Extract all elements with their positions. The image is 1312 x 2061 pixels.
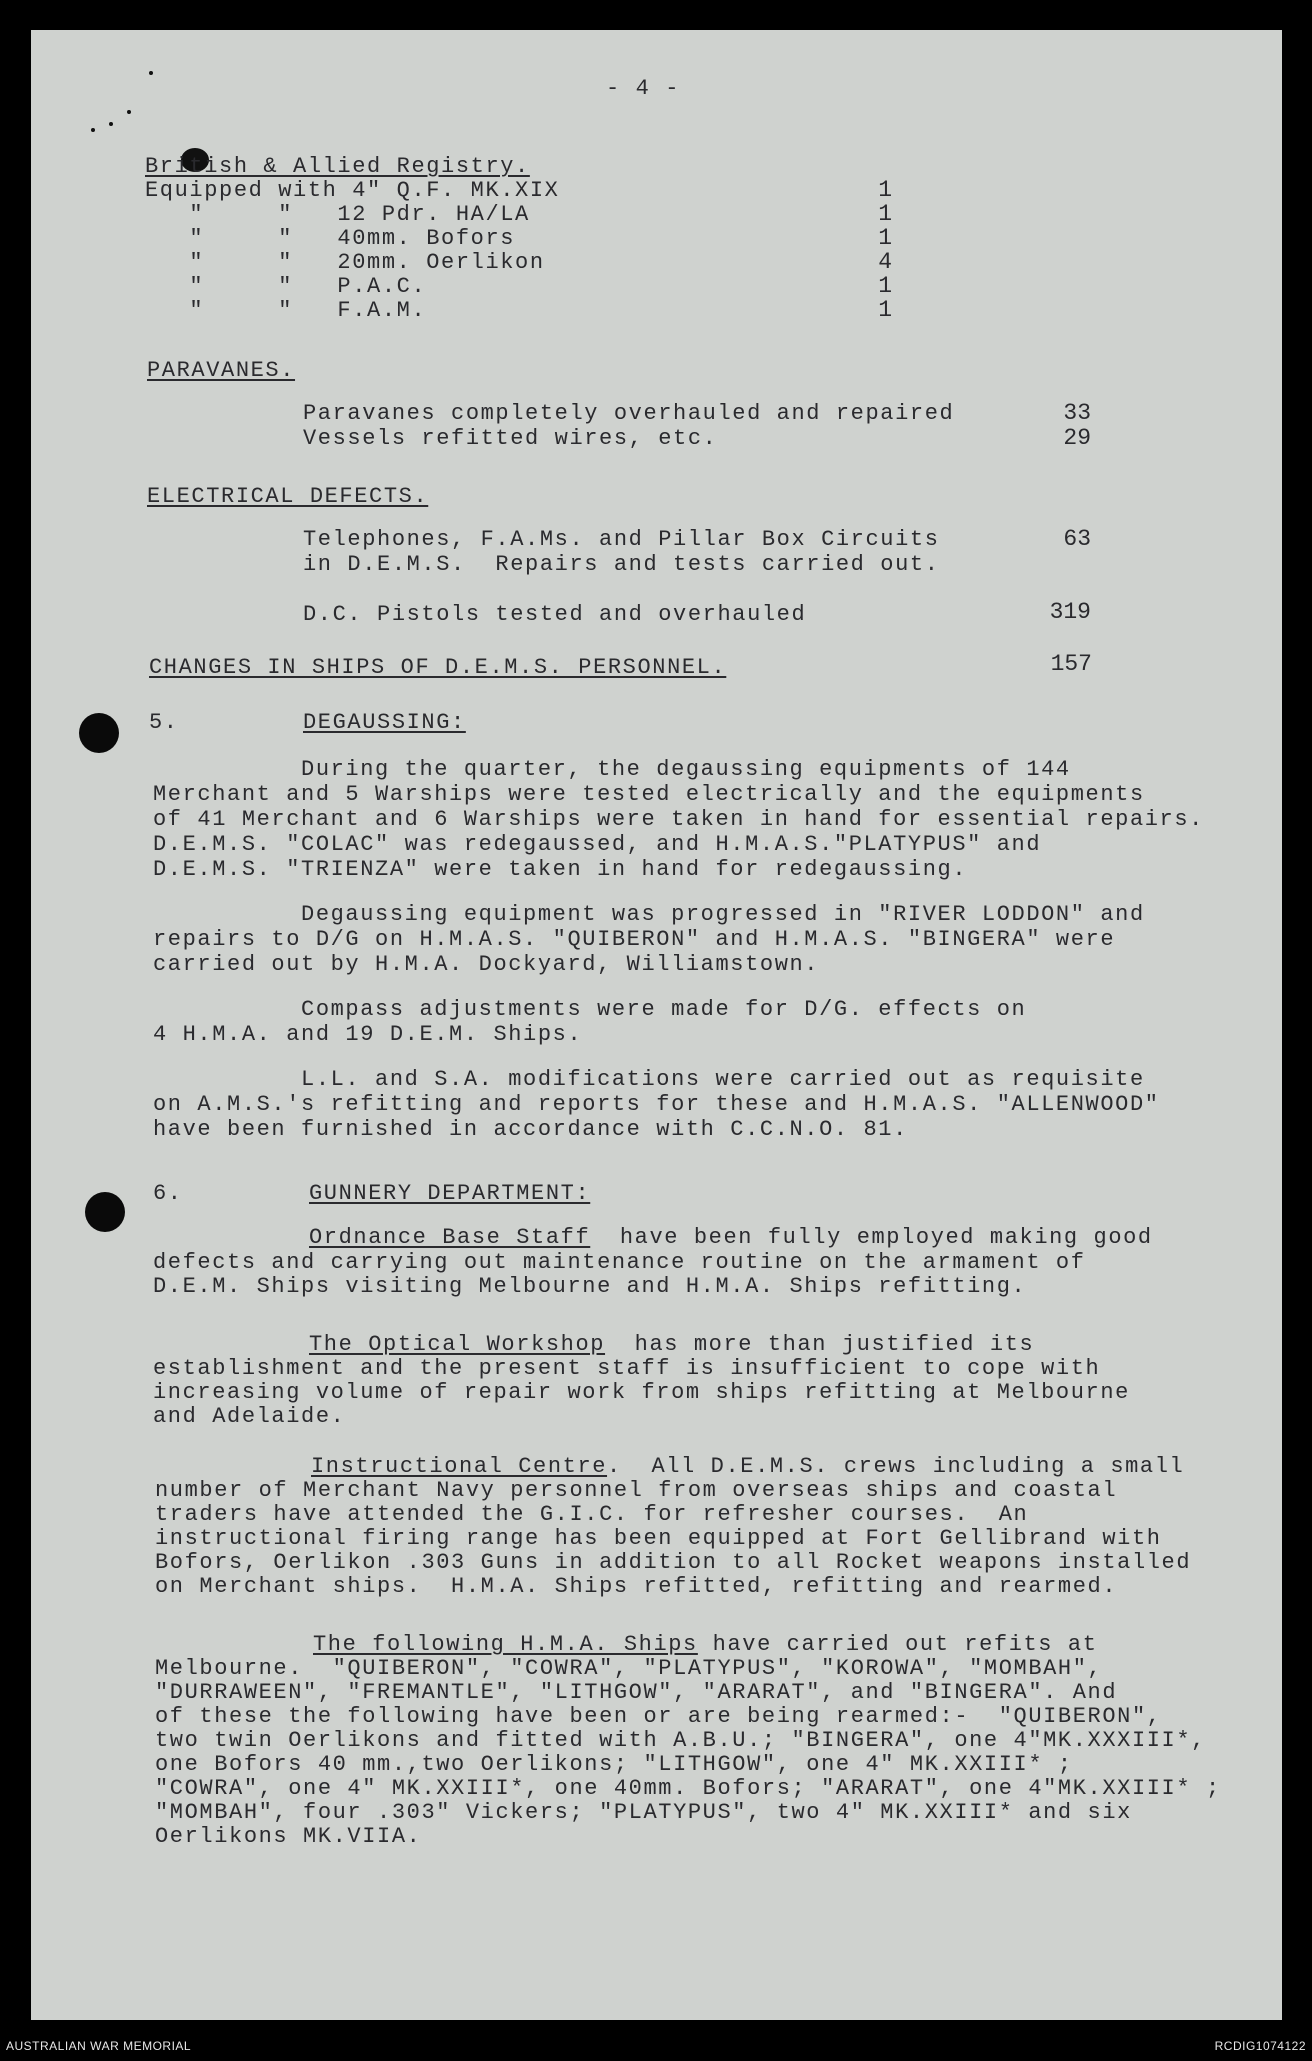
paragraph-line: carried out by H.M.A. Dockyard, Williamstown.: [153, 952, 820, 977]
electrical-count: 319: [1049, 599, 1091, 625]
punch-hole-top: [79, 713, 119, 753]
paragraph-line: Degaussing equipment was progressed in "RIVER LODDON" and: [153, 902, 1145, 927]
registry-row: " " F.A.M.: [145, 298, 427, 323]
registry-row: " " 12 Pdr. HA/LA: [145, 202, 530, 227]
page-number: - 4 -: [606, 76, 681, 101]
registry-count: 1: [878, 297, 892, 323]
paragraph-line: increasing volume of repair work from ships refitting at Melbourne: [153, 1380, 1130, 1405]
registry-row: " " 40mm. Bofors: [145, 226, 516, 251]
footer-record-id: RCDIG1074122: [1214, 2039, 1306, 2053]
paragraph-line: "COWRA", one 4" MK.XXIII*, one 40mm. Bofors; "ARARAT", one 4"MK.XXIII* ;: [155, 1776, 1221, 1801]
paragraph-line: one Bofors 40 mm.,two Oerlikons; "LITHGOW", one 4" MK.XXIII* ;: [155, 1752, 1073, 1777]
paragraph-lead-line: [313, 1632, 1098, 1657]
punch-hole-bottom: [85, 1192, 125, 1232]
registry-count: 1: [878, 225, 892, 251]
paragraph-line: on Merchant ships. H.M.A. Ships refitted, refitting and rearmed.: [155, 1574, 1118, 1599]
paragraph-line: Merchant and 5 Warships were tested electrically and the equipments: [153, 782, 1145, 807]
speck: [91, 128, 95, 132]
paragraph-line: "DURRAWEEN", "FREMANTLE", "LITHGOW", "ARARAT", and "BINGERA". And: [155, 1680, 1118, 1705]
electrical-line: D.C. Pistols tested and overhauled: [303, 602, 807, 627]
paragraph-line: Compass adjustments were made for D/G. effects on: [153, 997, 1027, 1022]
paravanes-line: Paravanes completely overhauled and repaired: [303, 401, 955, 426]
paragraph-line: defects and carrying out maintenance routine on the armament of: [153, 1250, 1086, 1275]
lead-rest: have carried out refits at: [697, 1632, 1098, 1657]
paragraph-line: L.L. and S.A. modifications were carried out as requisite: [153, 1067, 1145, 1092]
paravanes-count: 33: [1063, 400, 1091, 426]
paragraph-line: repairs to D/G on H.M.A.S. "QUIBERON" and H.M.A.S. "BINGERA" were: [153, 927, 1116, 952]
paragraph-line: D.E.M.S. "TRIENZA" were taken in hand for redegaussing.: [153, 857, 968, 882]
paragraph-lead-line: [311, 1454, 1184, 1479]
paragraph-line: have been furnished in accordance with C.C.N.O. 81.: [153, 1117, 908, 1142]
registry-count: 4: [878, 249, 892, 275]
paragraph-lead-line: [309, 1332, 1034, 1357]
paravanes-heading: PARAVANES.: [147, 358, 296, 383]
document-page: [31, 30, 1282, 2020]
personnel-heading: CHANGES IN SHIPS OF D.E.M.S. PERSONNEL.: [149, 655, 727, 680]
paragraph-lead-line: [309, 1225, 1153, 1250]
section-number: 5.: [149, 710, 179, 735]
paragraph-line: Melbourne. "QUIBERON", "COWRA", "PLATYPUS", "KOROWA", "MOMBAH",: [155, 1656, 1103, 1681]
section-number: 6.: [153, 1181, 183, 1206]
registry-count: 1: [878, 201, 892, 227]
speck: [127, 110, 131, 114]
optical-workshop-label: The Optical Workshop: [309, 1332, 606, 1357]
paragraph-line: instructional firing range has been equipped at Fort Gellibrand with: [155, 1526, 1162, 1551]
registry-row: Equipped with 4" Q.F. MK.XIX: [145, 178, 560, 203]
electrical-line: in D.E.M.S. Repairs and tests carried out.: [303, 552, 940, 577]
paragraph-line: traders have attended the G.I.C. for refresher courses. An: [155, 1502, 1029, 1527]
electrical-line: Telephones, F.A.Ms. and Pillar Box Circuits: [303, 527, 940, 552]
paragraph-line: D.E.M. Ships visiting Melbourne and H.M.A. Ships refitting.: [153, 1274, 1027, 1299]
registry-row: " " 20mm. Oerlikon: [145, 250, 545, 275]
paragraph-line: two twin Oerlikons and fitted with A.B.U.; "BINGERA", one 4"MK.XXXIII*,: [155, 1728, 1206, 1753]
paragraph-line: D.E.M.S. "COLAC" was redegaussed, and H.M.A.S."PLATYPUS" and: [153, 832, 1042, 857]
paragraph-line: of these the following have been or are being rearmed:- "QUIBERON",: [155, 1704, 1162, 1729]
electrical-heading: ELECTRICAL DEFECTS.: [147, 484, 429, 509]
paragraph-line: "MOMBAH", four .303" Vickers; "PLATYPUS", two 4" MK.XXIII* and six: [155, 1800, 1132, 1825]
paragraph-line: establishment and the present staff is insufficient to cope with: [153, 1356, 1101, 1381]
paragraph-line: number of Merchant Navy personnel from overseas ships and coastal: [155, 1478, 1118, 1503]
speck: [149, 71, 153, 75]
registry-count: 1: [878, 273, 892, 299]
registry-count: 1: [878, 177, 892, 203]
lead-rest: has more than justified its: [605, 1332, 1035, 1357]
speck: [109, 122, 113, 126]
paragraph-line: on A.M.S.'s refitting and reports for these and H.M.A.S. "ALLENWOOD": [153, 1092, 1160, 1117]
lead-rest: . All D.E.M.S. crews including a small: [607, 1454, 1185, 1479]
ordnance-base-staff-label: Ordnance Base Staff: [309, 1225, 591, 1250]
footer-archive-name: AUSTRALIAN WAR MEMORIAL: [6, 2039, 192, 2053]
paravanes-count: 29: [1063, 425, 1091, 451]
degaussing-heading: DEGAUSSING:: [303, 710, 466, 735]
instructional-centre-label: Instructional Centre: [311, 1454, 608, 1479]
paravanes-line: Vessels refitted wires, etc.: [303, 426, 718, 451]
gunnery-heading: GUNNERY DEPARTMENT:: [309, 1181, 591, 1206]
paragraph-line: of 41 Merchant and 6 Warships were taken in hand for essential repairs.: [153, 807, 1204, 832]
personnel-count: 157: [1050, 651, 1092, 677]
paragraph-line: During the quarter, the degaussing equipments of 144: [153, 757, 1071, 782]
paragraph-line: Bofors, Oerlikon .303 Guns in addition to all Rocket weapons installed: [155, 1550, 1192, 1575]
lead-rest: have been fully employed making good: [590, 1225, 1153, 1250]
paragraph-line: and Adelaide.: [153, 1404, 346, 1429]
paragraph-line: 4 H.M.A. and 19 D.E.M. Ships.: [153, 1022, 583, 1047]
electrical-count: 63: [1063, 526, 1091, 552]
hma-ships-label: The following H.M.A. Ships: [313, 1632, 698, 1657]
registry-heading: British & Allied Registry.: [145, 154, 530, 179]
registry-row: " " P.A.C.: [145, 274, 427, 299]
paragraph-line: Oerlikons MK.VIIA.: [155, 1824, 422, 1849]
